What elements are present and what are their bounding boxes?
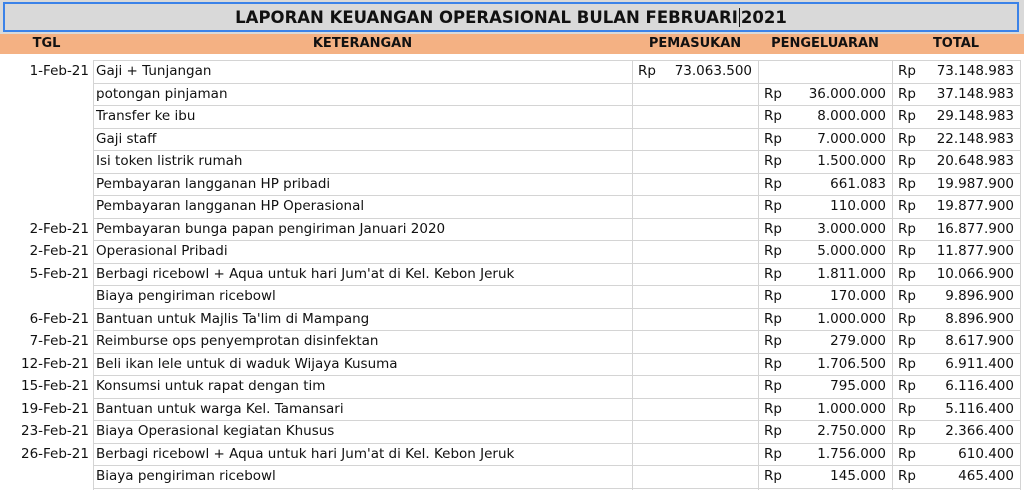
cell-pemasukan[interactable] — [632, 195, 758, 218]
amount-value: 73.063.500 — [674, 63, 752, 79]
table-row — [0, 128, 1024, 151]
currency-label: Rp — [898, 130, 916, 147]
amount-value: 2.750.000 — [817, 423, 886, 439]
cell-keterangan[interactable]: Gaji staff — [96, 130, 157, 147]
cell-pengeluaran[interactable] — [758, 218, 892, 241]
cell-total[interactable] — [892, 218, 1020, 241]
currency-label: Rp — [898, 220, 916, 237]
currency-label: Rp — [898, 243, 916, 259]
currency-label: Rp — [898, 310, 916, 327]
cell-total[interactable] — [892, 330, 1020, 353]
cell-tgl[interactable] — [0, 285, 93, 308]
cell-total[interactable] — [892, 60, 1020, 83]
table-row — [0, 263, 1024, 286]
currency-label: Rp — [764, 153, 782, 169]
cell-pemasukan[interactable] — [632, 218, 758, 241]
cell-tgl[interactable]: 15-Feb-21 — [20, 378, 89, 394]
data-rows — [0, 60, 1024, 488]
cell-pemasukan[interactable] — [632, 263, 758, 286]
table-row — [0, 465, 1024, 488]
cell-tgl[interactable] — [0, 173, 93, 196]
table-row — [0, 150, 1024, 173]
currency-label: Rp — [764, 445, 782, 462]
cell-total[interactable] — [892, 150, 1020, 173]
currency-label: Rp — [898, 63, 916, 79]
header-total[interactable]: TOTAL — [932, 36, 980, 51]
currency-label: Rp — [764, 400, 782, 417]
currency-label: Rp — [898, 423, 916, 439]
cell-keterangan[interactable]: Biaya pengiriman ricebowl — [96, 288, 276, 304]
cell-keterangan[interactable]: Pembayaran langganan HP Operasional — [96, 198, 365, 214]
cell-tgl[interactable]: 26-Feb-21 — [20, 445, 89, 462]
header-keterangan[interactable]: KETERANGAN — [312, 36, 413, 51]
amount-value: 661.083 — [830, 175, 886, 192]
amount-value: 73.148.983 — [936, 63, 1014, 79]
cell-keterangan[interactable]: Gaji + Tunjangan — [96, 63, 212, 79]
amount-value: 37.148.983 — [936, 85, 1014, 102]
currency-label: Rp — [898, 175, 916, 192]
header-row — [0, 34, 1024, 54]
amount-value: 2.366.400 — [945, 423, 1014, 439]
cell-pengeluaran[interactable] — [758, 128, 892, 151]
amount-value: 20.648.983 — [936, 153, 1014, 169]
currency-label: Rp — [764, 130, 782, 147]
cell-pemasukan[interactable] — [632, 173, 758, 196]
currency-label: Rp — [898, 265, 916, 282]
cell-pemasukan[interactable] — [632, 308, 758, 331]
cell-pengeluaran[interactable] — [758, 83, 892, 106]
header-tgl[interactable]: TGL — [32, 36, 61, 51]
cell-total[interactable] — [892, 420, 1020, 443]
amount-value: 465.400 — [958, 468, 1014, 484]
cell-pemasukan[interactable] — [632, 443, 758, 466]
amount-value: 110.000 — [830, 198, 886, 214]
cell-total[interactable] — [892, 285, 1020, 308]
title-year: 2021 — [740, 7, 787, 27]
amount-value: 1.706.500 — [817, 355, 886, 372]
cell-tgl[interactable]: 6-Feb-21 — [29, 310, 89, 327]
cell-pemasukan[interactable] — [632, 83, 758, 106]
amount-value: 8.617.900 — [945, 333, 1014, 349]
cell-total[interactable] — [892, 443, 1020, 466]
cell-pengeluaran[interactable] — [758, 173, 892, 196]
cell-tgl[interactable] — [0, 128, 93, 151]
table-row — [0, 240, 1024, 263]
cell-pemasukan[interactable] — [632, 240, 758, 263]
table-row — [0, 218, 1024, 241]
cell-pengeluaran[interactable] — [758, 398, 892, 421]
cell-total[interactable] — [892, 83, 1020, 106]
cell-pemasukan[interactable] — [632, 353, 758, 376]
cell-keterangan[interactable]: Biaya pengiriman ricebowl — [96, 468, 276, 484]
table-row — [0, 285, 1024, 308]
cell-tgl[interactable] — [0, 195, 93, 218]
cell-keterangan[interactable]: Transfer ke ibu — [96, 108, 196, 124]
amount-value: 795.000 — [830, 378, 886, 394]
currency-label: Rp — [898, 468, 916, 484]
amount-value: 6.116.400 — [945, 378, 1014, 394]
amount-value: 1.000.000 — [817, 310, 886, 327]
title-text: LAPORAN KEUANGAN OPERASIONAL BULAN FEBRUARI — [235, 7, 738, 27]
cell-total[interactable] — [892, 375, 1020, 398]
amount-value: 10.066.900 — [936, 265, 1014, 282]
cell-pengeluaran[interactable] — [758, 420, 892, 443]
cell-pemasukan[interactable] — [632, 330, 758, 353]
cell-keterangan[interactable]: potongan pinjaman — [96, 85, 228, 102]
amount-value: 8.000.000 — [817, 108, 886, 124]
cell-keterangan[interactable]: Pembayaran bunga papan pengiriman Januari 2020 — [96, 220, 446, 237]
currency-label: Rp — [898, 153, 916, 169]
table-row — [0, 398, 1024, 421]
cell-pemasukan[interactable] — [632, 375, 758, 398]
cell-tgl[interactable] — [0, 105, 93, 128]
cell-keterangan[interactable]: Konsumsi untuk rapat dengan tim — [96, 378, 326, 394]
header-pengeluaran[interactable]: PENGELUARAN — [771, 36, 879, 51]
cell-tgl[interactable] — [0, 150, 93, 173]
cell-pengeluaran[interactable] — [758, 263, 892, 286]
currency-label: Rp — [638, 63, 656, 79]
cell-pemasukan[interactable] — [632, 398, 758, 421]
cell-tgl[interactable]: 23-Feb-21 — [20, 423, 89, 439]
currency-label: Rp — [764, 355, 782, 372]
table-row — [0, 83, 1024, 106]
amount-value: 19.987.900 — [936, 175, 1014, 192]
amount-value: 3.000.000 — [817, 220, 886, 237]
cell-keterangan[interactable]: Berbagi ricebowl + Aqua untuk hari Jum'at di Kel. Kebon Jeruk — [96, 265, 515, 282]
cell-total[interactable] — [892, 240, 1020, 263]
currency-label: Rp — [764, 265, 782, 282]
cell-keterangan[interactable]: Bantuan untuk Majlis Ta'lim di Mampang — [96, 310, 370, 327]
cell-tgl[interactable]: 7-Feb-21 — [29, 333, 89, 349]
currency-label: Rp — [764, 85, 782, 102]
cell-keterangan[interactable]: Biaya Operasional kegiatan Khusus — [96, 423, 335, 439]
cell-pengeluaran[interactable] — [758, 375, 892, 398]
currency-label: Rp — [764, 310, 782, 327]
amount-value: 11.877.900 — [936, 243, 1014, 259]
currency-label: Rp — [898, 85, 916, 102]
title-cell[interactable] — [3, 2, 1019, 32]
amount-value: 1.811.000 — [817, 265, 886, 282]
cell-total[interactable] — [892, 105, 1020, 128]
cell-total[interactable] — [892, 173, 1020, 196]
currency-label: Rp — [764, 423, 782, 439]
amount-value: 610.400 — [958, 445, 1014, 462]
currency-label: Rp — [898, 445, 916, 462]
cell-keterangan[interactable]: Berbagi ricebowl + Aqua untuk hari Jum'at di Kel. Kebon Jeruk — [96, 445, 515, 462]
cell-total[interactable] — [892, 128, 1020, 151]
cell-keterangan[interactable]: Reimburse ops penyemprotan disinfektan — [96, 333, 379, 349]
table-row — [0, 443, 1024, 466]
currency-label: Rp — [764, 198, 782, 214]
table-row — [0, 330, 1024, 353]
text-cursor — [739, 8, 740, 27]
table-row — [0, 173, 1024, 196]
cell-tgl[interactable] — [0, 83, 93, 106]
currency-label: Rp — [764, 108, 782, 124]
cell-total[interactable] — [892, 398, 1020, 421]
currency-label: Rp — [764, 333, 782, 349]
cell-tgl[interactable]: 5-Feb-21 — [29, 265, 89, 282]
table-row — [0, 353, 1024, 376]
amount-value: 5.116.400 — [945, 400, 1014, 417]
cell-pengeluaran[interactable] — [758, 240, 892, 263]
cell-pemasukan[interactable] — [632, 420, 758, 443]
cell-total[interactable] — [892, 353, 1020, 376]
cell-pemasukan[interactable] — [632, 105, 758, 128]
cell-keterangan[interactable]: Isi token listrik rumah — [96, 153, 243, 169]
currency-label: Rp — [898, 333, 916, 349]
amount-value: 9.896.900 — [945, 288, 1014, 304]
table-row — [0, 308, 1024, 331]
currency-label: Rp — [764, 378, 782, 394]
amount-value: 8.896.900 — [945, 310, 1014, 327]
cell-total[interactable] — [892, 195, 1020, 218]
cell-keterangan[interactable]: Bantuan untuk warga Kel. Tamansari — [96, 400, 344, 417]
amount-value: 19.877.900 — [936, 198, 1014, 214]
cell-keterangan[interactable]: Pembayaran langganan HP pribadi — [96, 175, 331, 192]
amount-value: 6.911.400 — [945, 355, 1014, 372]
table-row — [0, 195, 1024, 218]
header-pemasukan[interactable]: PEMASUKAN — [648, 36, 742, 51]
currency-label: Rp — [764, 175, 782, 192]
amount-value: 1.000.000 — [817, 400, 886, 417]
cell-pemasukan[interactable] — [632, 150, 758, 173]
amount-value: 36.000.000 — [808, 85, 886, 102]
currency-label: Rp — [898, 378, 916, 394]
currency-label: Rp — [898, 108, 916, 124]
amount-value: 1.756.000 — [817, 445, 886, 462]
cell-keterangan[interactable]: Operasional Pribadi — [96, 243, 228, 259]
amount-value: 7.000.000 — [817, 130, 886, 147]
currency-label: Rp — [898, 288, 916, 304]
cell-pengeluaran[interactable] — [758, 150, 892, 173]
cell-tgl[interactable]: 1-Feb-21 — [29, 63, 89, 79]
cell-pengeluaran[interactable] — [758, 465, 892, 488]
table-row — [0, 105, 1024, 128]
currency-label: Rp — [898, 400, 916, 417]
currency-label: Rp — [898, 198, 916, 214]
table-row — [0, 60, 1024, 83]
grid-hline — [93, 488, 1020, 489]
cell-total[interactable] — [892, 465, 1020, 488]
cell-total[interactable] — [892, 263, 1020, 286]
cell-pengeluaran[interactable] — [758, 443, 892, 466]
table-row — [0, 420, 1024, 443]
cell-pemasukan[interactable] — [632, 465, 758, 488]
cell-tgl[interactable] — [0, 465, 93, 488]
cell-pemasukan[interactable] — [632, 285, 758, 308]
cell-keterangan[interactable]: Beli ikan lele untuk di waduk Wijaya Kusuma — [96, 355, 398, 372]
cell-pengeluaran[interactable] — [758, 105, 892, 128]
cell-tgl[interactable]: 2-Feb-21 — [29, 220, 89, 237]
currency-label: Rp — [764, 288, 782, 304]
cell-tgl[interactable]: 12-Feb-21 — [20, 355, 89, 372]
cell-pemasukan[interactable] — [632, 128, 758, 151]
amount-value: 170.000 — [830, 288, 886, 304]
amount-value: 29.148.983 — [936, 108, 1014, 124]
currency-label: Rp — [764, 468, 782, 484]
amount-value: 22.148.983 — [936, 130, 1014, 147]
amount-value: 5.000.000 — [817, 243, 886, 259]
cell-pengeluaran[interactable] — [758, 60, 892, 83]
cell-tgl[interactable]: 19-Feb-21 — [20, 400, 89, 417]
cell-pemasukan[interactable] — [632, 60, 758, 83]
cell-total[interactable] — [892, 308, 1020, 331]
table-row — [0, 375, 1024, 398]
amount-value: 1.500.000 — [817, 153, 886, 169]
title-row — [0, 0, 1024, 34]
currency-label: Rp — [898, 355, 916, 372]
cell-pengeluaran[interactable] — [758, 330, 892, 353]
cell-pengeluaran[interactable] — [758, 285, 892, 308]
amount-value: 279.000 — [830, 333, 886, 349]
cell-pengeluaran[interactable] — [758, 195, 892, 218]
amount-value: 145.000 — [830, 468, 886, 484]
cell-tgl[interactable]: 2-Feb-21 — [29, 243, 89, 259]
currency-label: Rp — [764, 243, 782, 259]
amount-value: 16.877.900 — [936, 220, 1014, 237]
currency-label: Rp — [764, 220, 782, 237]
cell-pengeluaran[interactable] — [758, 308, 892, 331]
cell-pengeluaran[interactable] — [758, 353, 892, 376]
